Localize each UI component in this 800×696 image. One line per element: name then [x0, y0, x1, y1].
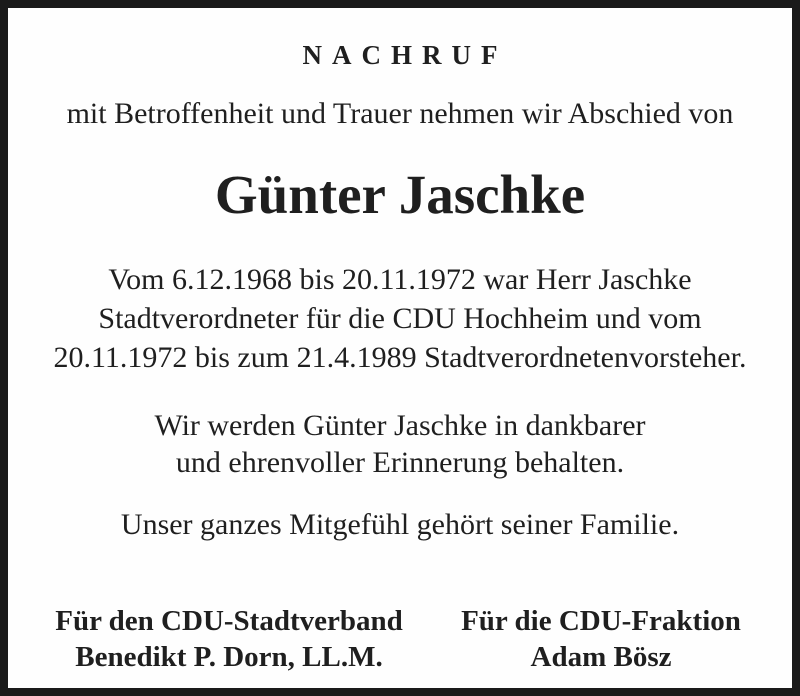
- signature-stadtverband: [43, 603, 415, 675]
- term-of-office-paragraph: [8, 260, 792, 377]
- signature-fraktion-person: Adam Bösz: [530, 641, 672, 673]
- term-line-2: Stadtverordneter für die CDU Hochheim und vom: [98, 302, 702, 335]
- intro-line: mit Betroffenheit und Trauer nehmen wir Abschied von: [66, 97, 734, 130]
- sympathy-line: Unser ganzes Mitgefühl gehört seiner Familie.: [120, 508, 680, 541]
- signature-stadtverband-person: Benedikt P. Dorn, LL.M.: [75, 641, 383, 673]
- remembrance-paragraph: [8, 407, 792, 481]
- signatures-row: [8, 603, 792, 675]
- signature-fraktion: [415, 603, 787, 675]
- deceased-name: Günter Jaschke: [214, 164, 586, 225]
- term-line-3: 20.11.1972 bis zum 21.4.1989 Stadtverordnetenvorsteher.: [53, 341, 747, 374]
- remembrance-line-1: Wir werden Günter Jaschke in dankbarer: [154, 409, 646, 442]
- remembrance-line-2: und ehrenvoller Erinnerung behalten.: [175, 446, 625, 479]
- signature-fraktion-org: Für die CDU-Fraktion: [461, 605, 741, 637]
- term-line-1: Vom 6.12.1968 bis 20.11.1972 war Herr Jaschke: [108, 263, 692, 296]
- signature-stadtverband-org: Für den CDU-Stadtverband: [55, 605, 403, 637]
- notice-type-heading: NACHRUF: [302, 40, 508, 70]
